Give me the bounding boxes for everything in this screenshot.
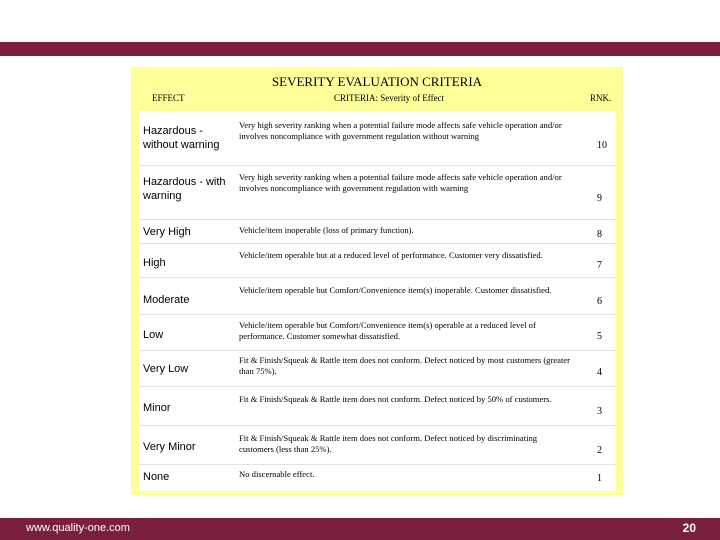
criteria-cell: Vehicle/item operable but Comfort/Convenience item(s) operable at a reduced level of performance. Customer somewhat dissatisfied. — [239, 320, 536, 341]
rank-cell: 1 — [597, 473, 602, 484]
table-title: SEVERITY EVALUATION CRITERIA — [271, 74, 483, 89]
rank-cell: 8 — [597, 229, 602, 240]
table-row — [139, 165, 616, 220]
footer-url[interactable]: www.quality-one.com — [26, 522, 130, 534]
header-effect: EFFECT — [152, 93, 185, 103]
rank-cell: 10 — [597, 140, 607, 151]
effect-cell: Hazardous - with warning — [143, 176, 226, 202]
criteria-cell: Fit & Finish/Squeak & Rattle item does not conform. Defect noticed by discriminating customers (less than 25%). — [239, 433, 538, 454]
rank-cell: 2 — [597, 445, 602, 456]
table-row — [139, 386, 616, 426]
criteria-cell: Fit & Finish/Squeak & Rattle item does not conform. Defect noticed by 50% of customers. — [239, 394, 552, 404]
criteria-cell: Vehicle/item operable but at a reduced level of performance. Customer very dissatisfied. — [239, 250, 543, 260]
effect-cell: Very Minor — [143, 441, 196, 453]
table-row — [139, 219, 616, 244]
effect-cell: Low — [143, 329, 164, 341]
rank-cell: 9 — [597, 193, 602, 204]
effect-cell: Moderate — [143, 294, 190, 306]
criteria-cell: Vehicle/item operable but Comfort/Convenience item(s) inoperable. Customer dissatisfied. — [239, 285, 552, 295]
page-number: 20 — [682, 521, 696, 535]
header-criteria: CRITERIA: Severity of Effect — [334, 93, 445, 103]
criteria-table — [139, 111, 616, 491]
criteria-cell: Very high severity ranking when a potential failure mode affects safe vehicle operation and/or involves noncompliance with government regulation with warning — [239, 172, 562, 193]
rank-cell: 6 — [597, 296, 602, 307]
effect-cell: High — [143, 257, 166, 269]
rank-cell: 7 — [597, 260, 602, 271]
criteria-cell: Fit & Finish/Squeak & Rattle item does not conform. Defect noticed by most customers (greater than 75%). — [239, 355, 571, 376]
table-row — [139, 243, 616, 278]
effect-cell: Hazardous - without warning — [143, 125, 220, 151]
table-row — [139, 425, 616, 465]
effect-cell: Very Low — [143, 363, 189, 375]
criteria-cell: Vehicle/item inoperable (loss of primary function). — [239, 225, 414, 235]
table-row — [139, 464, 616, 492]
header-rank: RNK. — [590, 93, 612, 103]
rank-cell: 3 — [597, 406, 602, 417]
table-row — [139, 350, 616, 387]
criteria-cell: Very high severity ranking when a potential failure mode affects safe vehicle operation and/or involves noncompliance with government regulation without warning — [239, 120, 562, 141]
rank-cell: 5 — [597, 331, 602, 342]
effect-cell: Minor — [143, 402, 171, 414]
effect-cell: None — [143, 471, 170, 483]
rank-cell: 4 — [597, 367, 602, 378]
table-row — [139, 314, 616, 351]
effect-cell: Very High — [143, 226, 191, 238]
top-accent-bar — [0, 42, 720, 56]
table-row — [139, 111, 616, 165]
table-row — [139, 277, 616, 315]
criteria-cell: No discernable effect. — [239, 469, 315, 479]
